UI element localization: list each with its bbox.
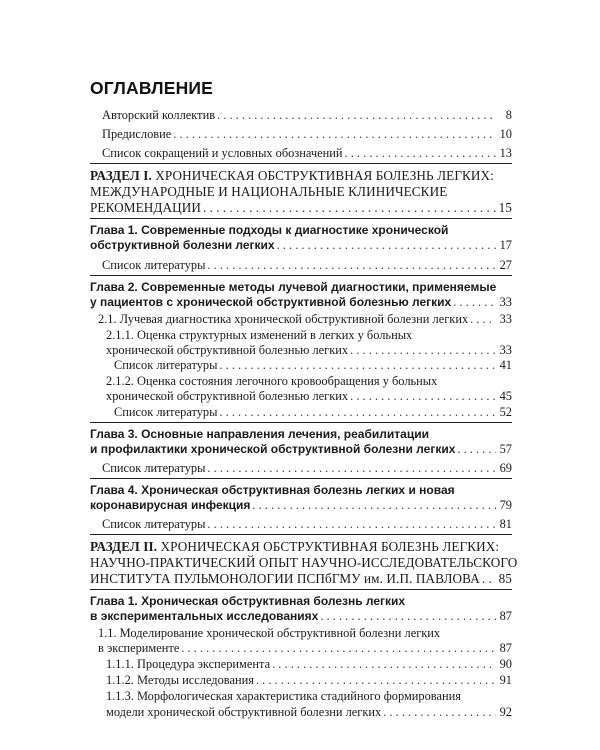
section-2-heading[interactable]: РАЗДЕЛ II. ХРОНИЧЕСКАЯ ОБСТРУКТИВНАЯ БОЛЕЗНЬ ЛЕГКИХ:	[90, 539, 500, 554]
section-2-heading-line3[interactable]: ИНСТИТУТА ПУЛЬМОНОЛОГИИ ПСПбГМУ им. И.П. ПАВЛОВА . . . 85	[90, 571, 512, 586]
chapter-2-title-line2[interactable]: у пациентов с хронической обструктивной болезнью легких . . . 33	[90, 295, 512, 309]
chapter-3-title[interactable]: Глава 3. Основные направления лечения, реабилитации	[90, 427, 429, 441]
chapter-3-references[interactable]: Список литературы . . . 69	[102, 461, 512, 475]
section-2-heading-line2: НАУЧНО-ПРАКТИЧЕСКИЙ ОПЫТ НАУЧНО-ИССЛЕДОВАТЕЛЬСКОГО	[90, 555, 518, 570]
section-1-heading-line2: МЕЖДУНАРОДНЫЕ И НАЦИОНАЛЬНЫЕ КЛИНИЧЕСКИЕ	[90, 184, 448, 199]
section-2-chapter-1-section-1-1-1[interactable]: 1.1.1. Процедура эксперимента . . . 90	[106, 657, 512, 671]
chapter-3-title-line2[interactable]: и профилактики хронической обструктивной болезни легких . . . 57	[90, 442, 512, 456]
section-1-heading[interactable]: РАЗДЕЛ I. ХРОНИЧЕСКАЯ ОБСТРУКТИВНАЯ БОЛЕЗНЬ ЛЕГКИХ:	[90, 168, 494, 183]
section-2-chapter-1-title[interactable]: Глава 1. Хроническая обструктивная болезнь легких	[90, 594, 406, 608]
chapter-2-section-2-1-2-references[interactable]: Список литературы . . . 52	[114, 405, 512, 419]
section-2-chapter-1-section-1-1-3[interactable]: 1.1.3. Морфологическая характеристика стадийного формирования	[106, 689, 461, 703]
chapter-1-title-line2[interactable]: обструктивной болезни легких . . . 17	[90, 238, 512, 252]
toc-entry-preface[interactable]: Предисловие . . . 10	[102, 127, 512, 141]
chapter-2-section-2-1-2[interactable]: 2.1.2. Оценка состояния легочного кровообращения у больных	[106, 374, 438, 388]
chapter-4-title[interactable]: Глава 4. Хроническая обструктивная болезнь легких и новая	[90, 483, 455, 497]
chapter-4-references[interactable]: Список литературы . . . 81	[102, 517, 512, 531]
divider	[90, 422, 512, 423]
chapter-2-section-2-1-2-line2[interactable]: хронической обструктивной болезнью легких . . . 45	[106, 389, 512, 403]
section-1-heading-line3[interactable]: РЕКОМЕНДАЦИИ . . . 15	[90, 200, 512, 215]
divider	[90, 478, 512, 479]
chapter-4-title-line2[interactable]: коронавирусная инфекция . . . 79	[90, 498, 512, 512]
chapter-1-title[interactable]: Глава 1. Современные подходы к диагностике хронической	[90, 223, 449, 237]
page-title: ОГЛАВЛЕНИЕ	[90, 78, 214, 98]
section-2-chapter-1-section-1-1-line2[interactable]: в эксперименте . . . 87	[98, 641, 512, 655]
chapter-2-section-2-1-1-line2[interactable]: хронической обструктивной болезнью легких . . . 33	[106, 343, 512, 357]
chapter-1-references[interactable]: Список литературы . . . 27	[102, 258, 512, 272]
section-2-chapter-1-section-1-1-2[interactable]: 1.1.2. Методы исследования . . . 91	[106, 673, 512, 687]
chapter-2-title[interactable]: Глава 2. Современные методы лучевой диагностики, применяемые	[90, 280, 497, 294]
section-2-chapter-1-section-1-1-3-line2[interactable]: модели хронической обструктивной болезни легких . . . 92	[106, 705, 512, 719]
section-2-chapter-1-title-line2[interactable]: в экспериментальных исследованиях . . . 87	[90, 609, 512, 623]
divider	[90, 275, 512, 276]
toc-entry-authors[interactable]: Авторский коллектив . . . 8	[102, 108, 512, 122]
toc-entry-abbreviations[interactable]: Список сокращений и условных обозначений . . . 13	[102, 146, 512, 160]
chapter-2-section-2-1[interactable]: 2.1. Лучевая диагностика хронической обструктивной болезни легких . . . 33	[98, 312, 512, 326]
divider	[90, 163, 512, 164]
chapter-2-section-2-1-1[interactable]: 2.1.1. Оценка структурных изменений в легких у больных	[106, 328, 413, 342]
section-2-chapter-1-section-1-1[interactable]: 1.1. Моделирование хронической обструктивной болезни легких	[98, 626, 441, 640]
divider	[90, 218, 512, 219]
divider	[90, 534, 512, 535]
chapter-2-section-2-1-1-references[interactable]: Список литературы . . . 41	[114, 358, 512, 372]
divider	[90, 589, 512, 590]
